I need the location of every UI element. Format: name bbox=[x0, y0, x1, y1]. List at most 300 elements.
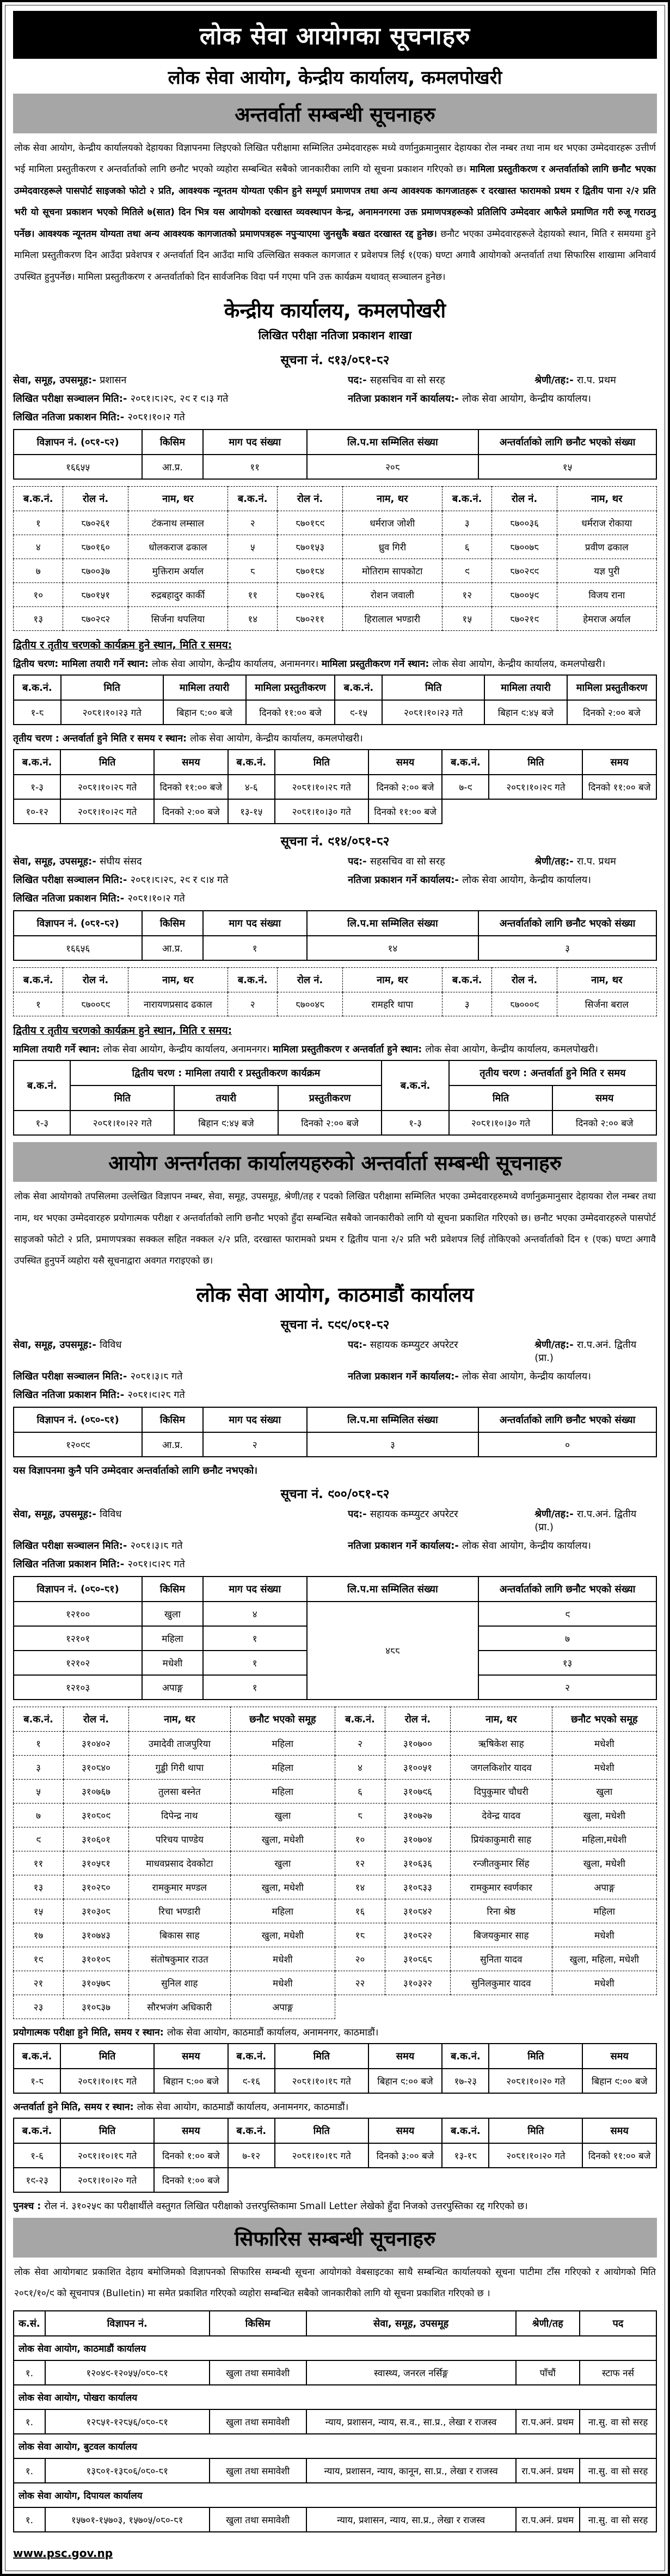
notice-900-ad-table bbox=[13, 1576, 657, 1700]
table-cell: तुलसा बस्नेत bbox=[128, 1779, 230, 1803]
column-header: ब.क.नं. bbox=[228, 750, 275, 775]
table-cell: ९ bbox=[442, 559, 491, 583]
table-row bbox=[14, 2434, 656, 2458]
table-cell: २०८१।१०।२३ गते bbox=[61, 700, 163, 725]
table-cell: ८७००८९ bbox=[63, 992, 128, 1016]
table-cell: महिला bbox=[142, 1626, 203, 1651]
notice-913-phase2-location bbox=[13, 657, 657, 670]
table-head bbox=[14, 1060, 656, 1111]
table-row bbox=[14, 455, 656, 479]
table-cell bbox=[489, 799, 582, 824]
column-header: मिति bbox=[489, 2118, 582, 2143]
table-cell: खुला bbox=[552, 1779, 656, 1803]
table-head bbox=[14, 750, 656, 775]
table-cell: १ bbox=[14, 1731, 64, 1755]
col-phase2-title: द्वितीय चरण : मामिला तयारी र प्रस्तुतीकरण कार्यक्रम bbox=[70, 1060, 382, 1085]
table-cell: १३८०१-१३८०६/०८०-८१ bbox=[45, 2458, 210, 2483]
table-cell: १. bbox=[14, 2409, 45, 2434]
table-cell: १ bbox=[203, 1675, 307, 1700]
table-cell: बिहान ८:०० बजे bbox=[154, 2069, 228, 2093]
table-cell: न्याय, प्रशासन, न्याय, सा.प्र., लेखा र राजस्व bbox=[306, 2507, 516, 2532]
meta-label: सेवा, समूह, उपसमूह:- bbox=[13, 1339, 100, 1351]
table-cell: २१ bbox=[14, 1971, 64, 1995]
meta-label: नतिजा प्रकाशन गर्ने कार्यालय:- bbox=[348, 393, 463, 405]
meta-label: पद:- bbox=[348, 1508, 370, 1520]
column-header: रोल नं. bbox=[63, 487, 128, 511]
table-cell: दिनको १:०० बजे bbox=[154, 2168, 228, 2192]
column-header: ब.क.नं. bbox=[442, 487, 491, 511]
table-cell: दिनको २:०० बजे bbox=[154, 799, 228, 824]
notice-900-meta bbox=[13, 1507, 657, 1571]
table-row bbox=[14, 1085, 656, 1111]
text-run-bold: पुनश्च : bbox=[13, 2200, 45, 2212]
table-cell: ९-१५ bbox=[335, 700, 382, 725]
table-cell: १२०४९-१२०५५/०८०-८१ bbox=[45, 2360, 210, 2385]
table-cell: सिर्जना बराल bbox=[557, 992, 656, 1016]
meta-item: सेवा, समूह, उपसमूह:- विविध bbox=[13, 1339, 122, 1351]
table-cell: ५ bbox=[228, 535, 277, 559]
table-cell: ७-१२ bbox=[228, 2143, 275, 2168]
table-cell: ४ bbox=[14, 535, 63, 559]
table-cell: १४ bbox=[335, 1875, 385, 1899]
table-cell: महिला bbox=[230, 1899, 335, 1923]
table-cell: ३१०७६७ bbox=[64, 1779, 129, 1803]
column-header: रोल नं. bbox=[385, 1707, 451, 1731]
column-header: समय bbox=[154, 750, 228, 775]
table-row bbox=[14, 1060, 656, 1085]
col-presentation: प्रस्तुतीकरण bbox=[278, 1085, 382, 1111]
interview-intro-paragraph bbox=[14, 138, 656, 288]
column-header: श्रेणी/तह bbox=[516, 2311, 580, 2336]
table-header-row bbox=[14, 487, 657, 511]
table-cell: २०८१।१०।२८ गते bbox=[275, 775, 368, 799]
table-header-row bbox=[14, 750, 656, 775]
table-cell: मधेशी bbox=[230, 1947, 335, 1971]
table-header-row bbox=[14, 1577, 656, 1602]
table-cell: ८७०१५३ bbox=[278, 535, 342, 559]
column-header: मिति bbox=[275, 750, 368, 775]
column-header: ब.क.नं. bbox=[228, 2118, 275, 2143]
table-cell: ९-१६ bbox=[228, 2069, 275, 2093]
table-cell: १४ bbox=[307, 936, 479, 960]
table-cell: १२१०२ bbox=[14, 1651, 142, 1675]
table-cell: रा.प.अनं. प्रथम bbox=[516, 2507, 580, 2532]
table-cell: १ bbox=[203, 936, 307, 960]
table-cell: १६६५५ bbox=[14, 455, 142, 479]
table-cell bbox=[489, 2168, 582, 2192]
table-cell: ना.सु. वा सो सरह bbox=[580, 2458, 656, 2483]
table-row bbox=[14, 1899, 657, 1923]
table-cell: ८७०१६० bbox=[63, 535, 128, 559]
text-run: लोक सेवा आयोग, केन्द्रीय कार्यालय, अनामनगर। bbox=[151, 659, 322, 670]
table-cell: १५ bbox=[442, 607, 491, 631]
table-cell: ३१०७९६ bbox=[385, 1779, 451, 1803]
table-cell: खुला तथा समावेशी bbox=[210, 2458, 306, 2483]
table-cell: अपाङ्ग bbox=[230, 1995, 335, 2019]
table-row bbox=[14, 1971, 657, 1995]
table-cell: ३१०७०० bbox=[385, 1731, 451, 1755]
table-row bbox=[14, 1851, 657, 1875]
table-cell: सुनिल शाह bbox=[128, 1971, 230, 1995]
column-header: किसिम bbox=[142, 430, 203, 455]
table-cell: ३१०५७८ bbox=[64, 1971, 129, 1995]
table-cell: यज्ञ पुरी bbox=[557, 559, 656, 583]
column-header: मिति bbox=[60, 750, 154, 775]
table-cell: १० bbox=[335, 1827, 385, 1851]
table-header-row bbox=[14, 2044, 656, 2069]
table-cell: १-८ bbox=[14, 700, 61, 725]
table-cell: महिला bbox=[230, 1731, 335, 1755]
table-row bbox=[14, 2507, 656, 2532]
meta-label: लिखित नतिजा प्रकाशन मिति:- bbox=[13, 893, 128, 905]
table-cell: माधवप्रसाद देवकोटा bbox=[128, 1851, 230, 1875]
table-cell: परिचय पाण्डेय bbox=[128, 1827, 230, 1851]
table-cell: १. bbox=[14, 2458, 45, 2483]
table-cell: मोतिराम सापकोटा bbox=[342, 559, 442, 583]
notice-914-phase-heading: द्वितीय र तृतीय चरणको कार्यक्रम हुने स्थान, मिति र समय: bbox=[13, 1025, 232, 1037]
notice-913-candidate-table bbox=[13, 486, 657, 631]
notice-914 bbox=[13, 832, 657, 1136]
central-office-subheading: लिखित परीक्षा नतिजा प्रकाशन शाखा bbox=[258, 329, 412, 342]
meta-item: पद:- सहसचिव वा सो सरह bbox=[348, 856, 445, 868]
table-cell: १२ bbox=[335, 1851, 385, 1875]
table-cell: महिला bbox=[230, 1755, 335, 1779]
table-cell: रा.प.अनं. प्रथम bbox=[516, 2409, 580, 2434]
meta-label: लिखित परीक्षा सञ्चालन मिति:- bbox=[13, 1540, 131, 1551]
table-cell: २०८१।१०।२८ गते bbox=[60, 775, 154, 799]
table-cell: ८७००७८ bbox=[492, 535, 557, 559]
table-cell: २०८१।१०।१८ गते bbox=[60, 2143, 154, 2168]
table-cell: ३ bbox=[442, 511, 491, 535]
table-cell: मधेशी bbox=[552, 1731, 656, 1755]
notice-900-number: सूचना नं. ९००/०८१-८२ bbox=[280, 1487, 390, 1501]
table-head bbox=[14, 1707, 657, 1731]
table-cell: १-३ bbox=[382, 1111, 448, 1135]
table-cell: अपाङ्ग bbox=[552, 1875, 656, 1899]
table-cell bbox=[385, 1995, 451, 2019]
table-cell: ८७०२११ bbox=[278, 607, 342, 631]
column-header: माग पद संख्या bbox=[203, 911, 307, 936]
column-header: ब.क.नं. bbox=[442, 968, 491, 992]
table-cell: ८७०२९९ bbox=[492, 559, 557, 583]
notice-914-location bbox=[13, 1042, 657, 1056]
table-row bbox=[14, 1875, 657, 1899]
table-body bbox=[14, 992, 657, 1016]
column-header: लि.प.मा सम्मिलित संख्या bbox=[307, 1577, 479, 1602]
table-cell: प्रवीण ढकाल bbox=[557, 535, 656, 559]
meta-item: लिखित नतिजा प्रकाशन मिति:- २०८१।१०।२ गते bbox=[13, 412, 185, 424]
column-header: माग पद संख्या bbox=[203, 1577, 307, 1602]
table-cell: १३ bbox=[14, 607, 63, 631]
notice-900-interview-table bbox=[13, 2118, 657, 2193]
table-body bbox=[14, 2336, 656, 2532]
column-header: रोल नं. bbox=[492, 487, 557, 511]
meta-item: श्रेणी/तह:- रा.प. प्रथम bbox=[534, 856, 616, 868]
table-cell: जगलकिशोर यादव bbox=[450, 1755, 552, 1779]
table-row bbox=[14, 1827, 657, 1851]
table-cell: १९-२३ bbox=[14, 2168, 60, 2192]
column-header: ब.क.नं. bbox=[14, 750, 60, 775]
table-cell: ८७०२१९ bbox=[492, 607, 557, 631]
table-cell: ४ bbox=[203, 1602, 307, 1626]
column-header: नाम, थर bbox=[128, 487, 228, 511]
table-row bbox=[14, 511, 657, 535]
table-cell: बिहान ९:४५ बजे bbox=[174, 1111, 278, 1135]
meta-row bbox=[13, 1338, 657, 1364]
table-cell: ८७००५९ bbox=[492, 583, 557, 607]
table-cell: गुड्डी गिरी थापा bbox=[128, 1755, 230, 1779]
column-header: माग पद संख्या bbox=[203, 430, 307, 455]
table-cell: दिपेन्द्र नाथ bbox=[128, 1803, 230, 1827]
table-cell: प्रियंकाकुमारी साह bbox=[450, 1827, 552, 1851]
offices-intro-paragraph: लोक सेवा आयोगको तपसिलमा उल्लेखित विज्ञापन नम्बर, सेवा, समूह, उपसमूह, श्रेणी/तह र पदको लिखित परीक्षामा सम्मिलित भएका उम्मेदवारहरुमध्ये वर्णानुक्रमानुसार देहायका रोल नम्बर तथा नाम, थर भएका उम्मेदवारहरु प्रयोगात्मक परीक्षा र अन्तर्वार्ताको लागि छनौट भएको हुँदा सम्बन्धित सबैको जानकारीको लागि यो सूचना प्रकाशित गरिएको छ। छनौट भएका उम्मेदवारहरुले पासपोर्ट साइजको फोटो २ प्रति, प्रमाणपत्रका सक्कल सहित नक्कल २/२ प्रति, दरखास्त फारामको प्रथम र द्वितीय पाना २/२ प्रति भरी प्रवेशपत्र लिई तोकिएको अन्तर्वार्ताको दिन १ (एक) घण्टा अगावै उपस्थित हुनुपर्ने व्यहोरा यसै सूचनाद्वारा अवगत गराइएको छ। bbox=[14, 1191, 656, 1267]
table-cell: ३ bbox=[478, 936, 656, 960]
notice-899-meta bbox=[13, 1338, 657, 1401]
table-head bbox=[14, 2311, 656, 2336]
table-cell: ८७०२६१ bbox=[63, 511, 128, 535]
notice-900-practical-table bbox=[13, 2043, 657, 2094]
column-header: ब.क.नं. bbox=[442, 750, 489, 775]
table-body bbox=[14, 2069, 656, 2093]
table-cell: रामकुमार मण्डल bbox=[128, 1875, 230, 1899]
table-cell: दिनको ११:०० बजे bbox=[246, 700, 335, 725]
column-header: ब.क.नं. bbox=[228, 968, 277, 992]
meta-item: श्रेणी/तह:- रा.प.अनं. द्वितीय (प्रा.) bbox=[534, 1508, 637, 1533]
table-head bbox=[14, 1577, 656, 1602]
table-cell: १६ bbox=[335, 1899, 385, 1923]
meta-label: पद:- bbox=[348, 856, 370, 868]
meta-item: पद:- सहसचिव वा सो सरह bbox=[348, 375, 445, 387]
column-header: अन्तर्वार्ताको लागि छनौट भएको संख्या bbox=[478, 1407, 656, 1432]
main-title-banner bbox=[13, 11, 657, 59]
table-cell: ३१०८३७ bbox=[64, 1995, 129, 2019]
column-header: समय bbox=[368, 2044, 442, 2069]
table-cell: खुला तथा समावेशी bbox=[210, 2360, 306, 2385]
text-run-bold: द्वितीय चरण: मामिला तयारी गर्ने स्थान: bbox=[13, 659, 152, 670]
recommendation-section-banner: सिफारिस सम्बन्धी सूचनाहरु bbox=[13, 2218, 657, 2258]
meta-item: पद:- सहायक कम्प्युटर अपरेटर bbox=[348, 1339, 458, 1351]
table-header-row bbox=[14, 968, 657, 992]
text-run: छनौट भएका उम्मेदवारहरूले देहायको स्थान, मिति र समयमा हुने मामिला प्रस्तुतीकरण दिन आउँदा प्रवेशपत्र र अन्तर्वार्ता दिन आउँदा माथि उल्लिखित सक्कल कागजात र प्रवेशपत्र लिई १(एक) घण्टा अगावै आयोगको अन्तर्वार्ता तथा सिफारिस शाखामा अनिवार्य उपस्थित हुनुपर्नेछ। मामिला प्रस्तुतीकरण र अन्तर्वार्ताको दिन सार्वजनिक विदा पर्न गएमा पनि उक्त कार्यक्रम यथावत् सञ्चालन हुनेछ। bbox=[14, 228, 656, 283]
table-cell: दिनको ३:०० बजे bbox=[368, 2143, 442, 2168]
table-cell: ३१०८२२ bbox=[385, 1923, 451, 1947]
table-cell: खुला, मधेशी bbox=[230, 1875, 335, 1899]
column-header: विज्ञापन नं. (०८१-८२) bbox=[14, 430, 142, 455]
psc-website-link[interactable]: www.psc.gov.np bbox=[13, 2546, 113, 2560]
table-header-row bbox=[14, 2118, 656, 2143]
text-run: लोक सेवा आयोग, केन्द्रीय कार्यालयको देहायका विज्ञापनमा लिइएको लिखित परीक्षामा सम्मिलित उम्मेदवारहरू मध्ये वर्णानुक्रमानुसार देहायका रोल नम्बर तथा नाम थर भएका उम्मेदवारहरू उत्तीर्ण भई मामिला प्रस्तुतीकरण र अन्तर्वार्ताको लागि छनौट भएको व्यहोरा सम्बन्धित सबैको जानकारीका लागि यो सूचना प्रकाशन गरिएको छ। bbox=[14, 143, 656, 175]
table-cell: सुनिता यादव bbox=[450, 1947, 552, 1971]
table-cell: १० bbox=[14, 583, 63, 607]
column-header: रोल नं. bbox=[278, 968, 342, 992]
col-date: मिति bbox=[449, 1085, 553, 1111]
col-bkn: ब.क.नं. bbox=[14, 1060, 70, 1111]
column-header: मामिला प्रस्तुतीकरण bbox=[246, 675, 335, 700]
meta-row bbox=[13, 873, 657, 886]
column-header: ब.क.नं. bbox=[228, 2044, 275, 2069]
table-cell: संतोषकुमार राउत bbox=[128, 1947, 230, 1971]
table-row bbox=[14, 775, 656, 799]
table-cell: १४ bbox=[228, 607, 277, 631]
table-cell: १६६५६ bbox=[14, 936, 142, 960]
table-cell: रामहरि थापा bbox=[342, 992, 442, 1016]
table-cell: २०८१।१०।१८ गते bbox=[275, 2143, 368, 2168]
table-cell: ८७०२९२ bbox=[63, 607, 128, 631]
notice-899 bbox=[13, 1315, 657, 1477]
table-cell: स्वास्थ्य, जनरल नर्सिङ्ग bbox=[306, 2360, 516, 2385]
table-cell: मधेशी bbox=[230, 1971, 335, 1995]
table-cell: १-३ bbox=[14, 775, 60, 799]
table-cell: १९ bbox=[14, 1947, 64, 1971]
table-cell: ४-६ bbox=[228, 775, 275, 799]
table-cell: लोक सेवा आयोग, काठमाडौं कार्यालय bbox=[14, 2336, 656, 2360]
table-cell: ३१०७२७ bbox=[385, 1803, 451, 1827]
text-run: लोक सेवा आयोग, केन्द्रीय कार्यालय, कमलपोखरी। bbox=[190, 733, 363, 745]
column-header: नाम, थर bbox=[557, 968, 656, 992]
table-header-row bbox=[14, 1407, 656, 1432]
column-header: ब.क.नं. bbox=[228, 487, 277, 511]
table-body bbox=[14, 2143, 656, 2192]
table-cell: १-३ bbox=[14, 1111, 70, 1135]
notice-913-number: सूचना नं. ९१३/०८१-८२ bbox=[280, 353, 390, 368]
table-cell: १ bbox=[14, 511, 63, 535]
notice-913-meta bbox=[13, 373, 657, 424]
notice-914-schedule-table bbox=[13, 1060, 657, 1136]
notice-913-phase2-table bbox=[13, 674, 657, 725]
table-cell: ४ bbox=[335, 1755, 385, 1779]
table-cell: १८ bbox=[335, 1923, 385, 1947]
text-run-bold: मामिला प्रस्तुतीकरण र अन्तर्वार्ता हुने स्थान: bbox=[273, 1044, 426, 1056]
notice-914-ad-table bbox=[13, 910, 657, 961]
meta-item: नतिजा प्रकाशन गर्ने कार्यालय:- लोक सेवा आयोग, केन्द्रीय कार्यालय। bbox=[348, 1540, 592, 1551]
table-cell: २३ bbox=[14, 1995, 64, 2019]
text-run-bold: मामिला प्रस्तुतीकरण र अन्तर्वार्ताको लागि छनौट भएका उम्मेदवारहरूले पासपोर्ट साइजको फोटो २ प्रति, आवश्यक न्यूनतम योग्यता एकीन हुने सम्पूर्ण प्रमाणपत्र तथा अन्य आवश्यक कागजातहरू र दरखास्त फारामको प्रथम र द्वितीय पाना २/२ प्रति भरी यो सूचना प्रकाशन भएको मितिले ७(सात) दिन भित्र यस आयोगको दरखास्त व्यवस्थापन केन्द्र, अनामनगरमा उक्त प्रमाणपत्रहरूको प्रतिलिपि उम्मेदवार आफैले प्रमाणित गरी रुजू गराउनु पर्नेछ। आवश्यक न्यूनतम योग्यता तथा अन्य आवश्यक कागजातको प्रमाणपत्रहरू नपुऱ्याएमा जुनसुकै बखत दरखास्त रद्द हुनेछ। bbox=[14, 164, 656, 240]
table-cell: ५ bbox=[14, 1779, 64, 1803]
column-header: ब.क.नं. bbox=[14, 968, 63, 992]
table-head bbox=[14, 2044, 656, 2069]
meta-label: लिखित परीक्षा सञ्चालन मिति:- bbox=[13, 1370, 131, 1382]
table-cell: १. bbox=[14, 2360, 45, 2385]
recommendation-intro-paragraph: लोक सेवा आयोगबाट प्रकाशित देहाय बमोजिमको विज्ञापनको सिफारिस सम्बन्धी सूचना आयोगको वेबसाइटका साथै सम्बन्धित कार्यालयको सूचना पाटीमा टाँस गरिएको र आयोगको मिति २०८१/१०/९ को सूचनापत्र (Bulletin) मा समेत प्रकाशित गरिएको व्यहोरा सम्बन्धित सबैको जानकारीको लागि यो सूचना प्रकाशित गरिएको छ । bbox=[14, 2266, 656, 2299]
col-phase3-title: तृतीय चरण : अन्तर्वार्ता हुने मिति र समय bbox=[449, 1060, 656, 1085]
meta-row bbox=[13, 410, 657, 424]
table-cell: बिजयकुमार साह bbox=[450, 1923, 552, 1947]
table-row bbox=[14, 799, 656, 824]
table-cell: ८ bbox=[335, 1803, 385, 1827]
table-cell: ३१०७४३ bbox=[64, 1923, 129, 1947]
text-run: रोल नं. ३१०२५९ का परीक्षार्थीले वस्तुगत लिखित परीक्षाको उत्तरपुस्तिकामा Small Letter लेखेको हुँदा निजको उत्तरपुस्तिका रद्द गरिएको छ। bbox=[44, 2200, 528, 2212]
table-cell: ३१०८४२ bbox=[385, 1899, 451, 1923]
table-cell: २ bbox=[335, 1731, 385, 1755]
meta-item: लिखित परीक्षा सञ्चालन मिति:- २०८१।३।८ गते bbox=[13, 1370, 183, 1382]
column-header: रोल नं. bbox=[492, 968, 557, 992]
table-cell bbox=[552, 1995, 656, 2019]
table-row bbox=[14, 1803, 657, 1827]
table-cell: रुद्रबहादुर कार्की bbox=[128, 583, 228, 607]
meta-label: लिखित नतिजा प्रकाशन मिति:- bbox=[13, 1389, 128, 1401]
table-cell: १७ bbox=[14, 1923, 64, 1947]
table-cell: ८७००३६ bbox=[492, 511, 557, 535]
text-run-bold: अन्तर्वार्ता हुने मिति, समय र स्थान: bbox=[13, 2101, 137, 2113]
table-cell: ३१००५१ bbox=[385, 1755, 451, 1779]
table-cell: बिहान ९:०० बजे bbox=[582, 2069, 656, 2093]
table-cell: मधेशी bbox=[142, 1651, 203, 1675]
table-cell: १२१०१ bbox=[14, 1626, 142, 1651]
table-cell: अपाङ्ग bbox=[142, 1675, 203, 1700]
table-cell: महिला,मधेशी bbox=[552, 1827, 656, 1851]
notice-900-practical-location bbox=[13, 2026, 657, 2039]
table-cell: खुला bbox=[230, 1803, 335, 1827]
column-header: मामिला तयारी bbox=[163, 675, 246, 700]
table-cell: २०८१।१०।१८ गते bbox=[275, 2069, 368, 2093]
table-row bbox=[14, 1995, 657, 2019]
column-header: किसिम bbox=[142, 1577, 203, 1602]
table-row bbox=[14, 2143, 656, 2168]
col-bkn: ब.क.नं. bbox=[382, 1060, 448, 1111]
column-header: किसिम bbox=[210, 2311, 306, 2336]
column-header: किसिम bbox=[142, 1407, 203, 1432]
table-cell: १-८ bbox=[14, 2069, 60, 2093]
table-cell: १-६ bbox=[14, 2143, 60, 2168]
text-run: लोक सेवा आयोग, काठमाडौं कार्यालय, अनामनगर, काठमाडौं। bbox=[137, 2101, 349, 2113]
table-cell: ६ bbox=[335, 1779, 385, 1803]
notice-899-ad-table bbox=[13, 1407, 657, 1457]
column-header: रोल नं. bbox=[63, 968, 128, 992]
table-cell: हिरालाल भण्डारी bbox=[342, 607, 442, 631]
column-header: समय bbox=[368, 2118, 442, 2143]
column-header: मिति bbox=[382, 675, 484, 700]
table-cell: ११ bbox=[14, 1851, 64, 1875]
notice-900-candidate-table bbox=[13, 1707, 657, 2019]
table-cell: ३१०७०४ bbox=[385, 1827, 451, 1851]
offices-section-banner: आयोग अन्तर्गतका कार्यालयहरुको अन्तर्वार्ता सम्बन्धी सूचनाहरु bbox=[13, 1142, 657, 1182]
notice-913 bbox=[13, 351, 657, 824]
table-cell bbox=[450, 1995, 552, 2019]
table-cell: देवेन्द्र यादव bbox=[450, 1803, 552, 1827]
column-header: नाम, थर bbox=[557, 487, 656, 511]
column-header: मामिला प्रस्तुतीकरण bbox=[567, 675, 656, 700]
column-header: विज्ञापन नं. (०८०-८१) bbox=[14, 1407, 142, 1432]
table-cell: सौरभजंग अधिकारी bbox=[128, 1995, 230, 2019]
notice-900-interview-location bbox=[13, 2100, 657, 2113]
meta-label: श्रेणी/तह:- bbox=[534, 375, 577, 387]
table-cell: ३१०८४० bbox=[64, 1755, 129, 1779]
col-preparation: तयारी bbox=[174, 1085, 278, 1111]
table-row bbox=[14, 2409, 656, 2434]
table-body bbox=[14, 1602, 656, 1700]
table-row bbox=[14, 1432, 656, 1457]
column-header: समय bbox=[582, 2044, 656, 2069]
table-cell: १३-१५ bbox=[228, 799, 275, 824]
meta-row bbox=[13, 392, 657, 405]
table-cell: ११ bbox=[203, 455, 307, 479]
table-cell: ३१०८३३ bbox=[385, 1875, 451, 1899]
meta-item: श्रेणी/तह:- रा.प.अनं. द्वितीय (प्रा.) bbox=[534, 1339, 637, 1364]
meta-row bbox=[13, 1388, 657, 1401]
table-head bbox=[14, 430, 656, 455]
table-row bbox=[14, 535, 657, 559]
table-cell: २०८१।१०।२० गते bbox=[60, 2168, 154, 2192]
table-row bbox=[14, 1602, 656, 1626]
table-cell: २ bbox=[228, 511, 277, 535]
table-cell: २२ bbox=[335, 1971, 385, 1995]
table-row bbox=[14, 2458, 656, 2483]
table-cell: ८७०१५१ bbox=[63, 583, 128, 607]
meta-label: सेवा, समूह, उपसमूह:- bbox=[13, 856, 100, 868]
meta-label: पद:- bbox=[348, 375, 370, 387]
table-cell: १३ bbox=[14, 1875, 64, 1899]
column-header: समय bbox=[154, 2044, 228, 2069]
